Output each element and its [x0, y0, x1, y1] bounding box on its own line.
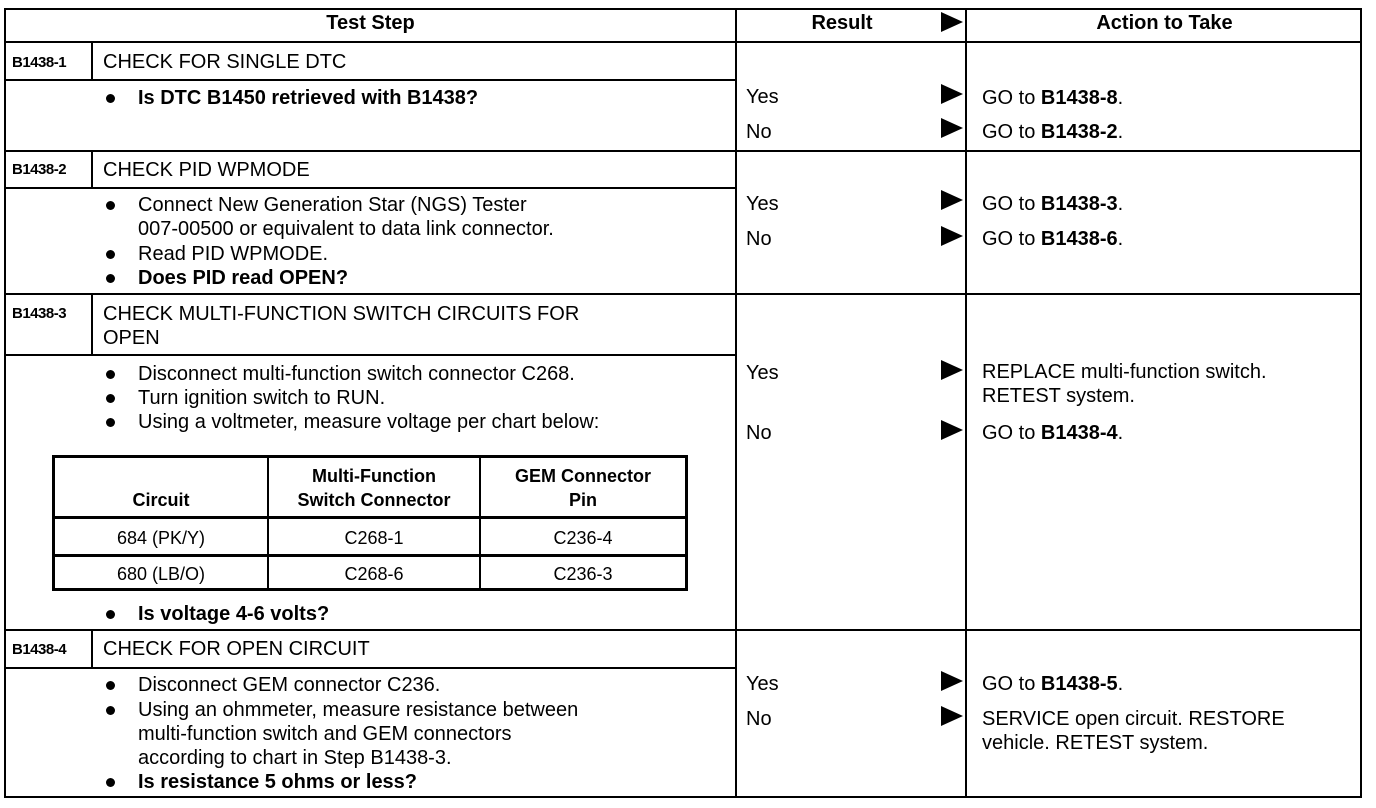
step-title-divider — [4, 667, 737, 669]
action-no: GO to B1438-4. — [982, 422, 1124, 444]
result-yes: Yes — [746, 86, 779, 108]
step-title-cont: OPEN — [103, 327, 160, 349]
bullet-icon — [106, 370, 115, 379]
step-title-divider — [4, 187, 737, 189]
header-action: Action to Take — [1096, 12, 1233, 34]
step-divider — [4, 150, 1362, 152]
action-no: GO to B1438-2. — [982, 121, 1124, 143]
action-yes: GO to B1438-8. — [982, 87, 1124, 109]
bullet-icon — [106, 681, 115, 690]
chart-cell: C236-3 — [553, 564, 613, 584]
action-yes: GO to B1438-3. — [982, 193, 1124, 215]
chart-cell: C268-6 — [344, 564, 404, 584]
chart-cell: 684 (PK/Y) — [116, 528, 206, 548]
step-code: B1438-4 — [12, 641, 67, 658]
chart-header-gem: GEM Connector Pin — [514, 466, 651, 510]
arrow-icon — [941, 360, 963, 380]
result-yes: Yes — [746, 673, 779, 695]
column-divider-action — [965, 8, 967, 798]
result-no: No — [746, 228, 772, 250]
action-yes: GO to B1438-5. — [982, 673, 1124, 695]
step-code-divider — [91, 293, 93, 355]
result-no: No — [746, 422, 772, 444]
step-divider — [4, 629, 1362, 631]
action-no: GO to B1438-6. — [982, 228, 1124, 250]
step-code-divider — [91, 41, 93, 80]
bullet-icon — [106, 610, 115, 619]
bullet-icon — [106, 250, 115, 259]
step-code: B1438-1 — [12, 54, 67, 71]
step-question: Is voltage 4-6 volts? — [138, 603, 330, 625]
step-code: B1438-2 — [12, 161, 67, 178]
step-instruction: Using an ohmmeter, measure resistance between — [138, 699, 579, 721]
chart-cell: 680 (LB/O) — [116, 564, 206, 584]
arrow-icon — [941, 671, 963, 691]
arrow-icon — [941, 190, 963, 210]
step-instruction: Turn ignition switch to RUN. — [138, 387, 386, 409]
step-instruction: Using a voltmeter, measure voltage per chart below: — [138, 411, 600, 433]
header-test-step: Test Step — [326, 12, 415, 34]
header-divider — [4, 41, 1362, 43]
arrow-icon — [941, 118, 963, 138]
action-yes: REPLACE multi-function switch. RETEST system. — [982, 361, 1267, 407]
step-title: CHECK FOR OPEN CIRCUIT — [103, 638, 370, 660]
step-instruction-cont: according to chart in Step B1438-3. — [138, 747, 452, 769]
bullet-icon — [106, 94, 115, 103]
bullet-icon — [106, 394, 115, 403]
step-question: Is resistance 5 ohms or less? — [138, 771, 418, 793]
bullet-icon — [106, 418, 115, 427]
arrow-icon — [941, 226, 963, 246]
header-result: Result — [811, 12, 873, 34]
bullet-icon — [106, 201, 115, 210]
result-yes: Yes — [746, 193, 779, 215]
step-instruction: Read PID WPMODE. — [138, 243, 329, 265]
chart-row-divider — [55, 554, 685, 557]
result-no: No — [746, 708, 772, 730]
arrow-icon — [941, 706, 963, 726]
bullet-icon — [106, 706, 115, 715]
chart-header-switch: Multi-Function Switch Connector — [297, 466, 451, 510]
result-no: No — [746, 121, 772, 143]
step-title: CHECK PID WPMODE — [103, 159, 310, 181]
step-code-divider — [91, 629, 93, 668]
bullet-icon — [106, 778, 115, 787]
step-code-divider — [91, 150, 93, 188]
column-divider-result — [735, 8, 737, 798]
step-code: B1438-3 — [12, 305, 67, 322]
chart-header-divider — [55, 516, 685, 519]
step-title-divider — [4, 354, 737, 356]
arrow-icon — [941, 420, 963, 440]
action-no: SERVICE open circuit. RESTORE vehicle. RETEST system. — [982, 708, 1285, 754]
bullet-icon — [106, 274, 115, 283]
chart-header-circuit: Circuit — [132, 490, 190, 510]
step-question: Is DTC B1450 retrieved with B1438? — [138, 87, 479, 109]
step-instruction: Disconnect GEM connector C236. — [138, 674, 441, 696]
step-instruction: Disconnect multi-function switch connector C268. — [138, 363, 575, 385]
step-title: CHECK MULTI-FUNCTION SWITCH CIRCUITS FOR — [103, 303, 580, 325]
step-instruction: Connect New Generation Star (NGS) Tester — [138, 194, 527, 216]
step-divider — [4, 293, 1362, 295]
step-instruction-cont: multi-function switch and GEM connectors — [138, 723, 512, 745]
arrow-icon — [941, 12, 963, 32]
chart-cell: C268-1 — [344, 528, 404, 548]
result-yes: Yes — [746, 362, 779, 384]
step-instruction-cont: 007-00500 or equivalent to data link connector. — [138, 218, 554, 240]
step-title-divider — [4, 79, 737, 81]
step-title: CHECK FOR SINGLE DTC — [103, 51, 347, 73]
voltage-chart — [52, 455, 688, 591]
arrow-icon — [941, 84, 963, 104]
chart-cell: C236-4 — [553, 528, 613, 548]
step-question: Does PID read OPEN? — [138, 267, 349, 289]
